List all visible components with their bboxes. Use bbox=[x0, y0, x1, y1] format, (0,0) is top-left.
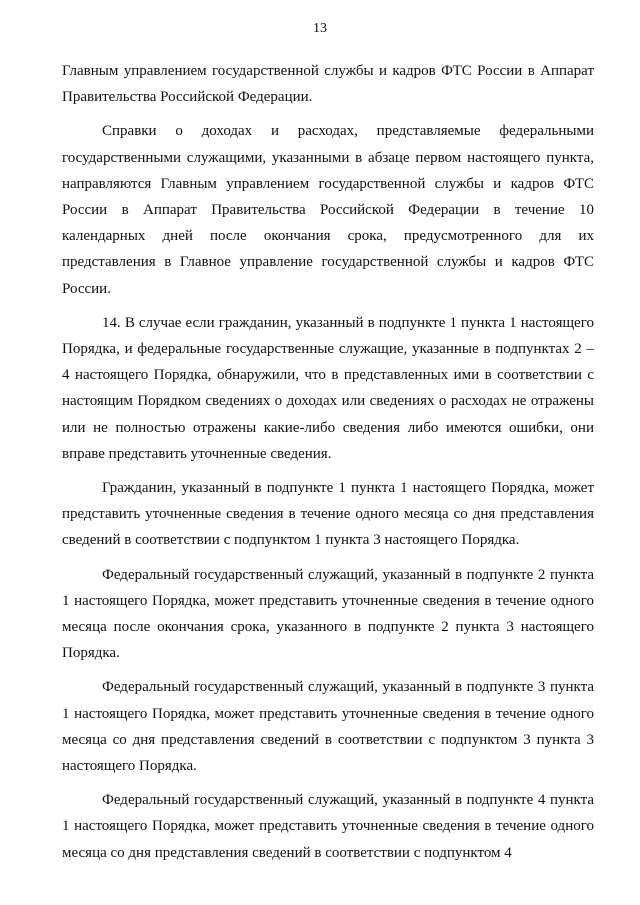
paragraph-1: Главным управлением государственной службы и кадров ФТС России в Аппарат Правительства Российской Федерации. bbox=[62, 63, 594, 106]
paragraph-5: Федеральный государственный служащий, указанный в подпункте 2 пункта 1 настоящего Порядка, может представить уточненные сведения в течение одного месяца после окончания срока, указанного в подпункте 2 пункта 3 настоящего Порядка. bbox=[62, 566, 594, 662]
paragraph-2: Справки о доходах и расходах, представляемые федеральными государственными служащими, указанными в абзаце первом настоящего пункта, направляются Главным управлением государственной службы и кадров ФТС России в Аппарат Правительства Российской Федерации в течение 10 календарных дней после окончания срока, предусмотренного для их представления в Главное управление государственной службы и кадров ФТС России. bbox=[62, 123, 594, 297]
page-number: 13 bbox=[313, 21, 327, 36]
paragraph-3: 14. В случае если гражданин, указанный в подпункте 1 пункта 1 настоящего Порядка, и федеральные государственные служащие, указанные в подпунктах 2 – 4 настоящего Порядка, обнаружили, что в представленных ими в соответствии с настоящим Порядком сведениях о доходах или сведениях о расходах не отражены или не полностью отражены какие-либо сведения либо имеются ошибки, они вправе представить уточненные сведения. bbox=[62, 314, 594, 462]
paragraph-7: Федеральный государственный служащий, указанный в подпункте 4 пункта 1 настоящего Порядка, может представить уточненные сведения в течение одного месяца со дня представления сведений в соответствии с подпунктом 4 bbox=[62, 792, 594, 861]
document-body bbox=[62, 58, 594, 866]
paragraph-4: Гражданин, указанный в подпункте 1 пункта 1 настоящего Порядка, может представить уточненные сведения в течение одного месяца со дня представления сведений в соответствии с подпунктом 1 пункта 3 настоящего Порядка. bbox=[62, 480, 594, 549]
paragraph-6: Федеральный государственный служащий, указанный в подпункте 3 пункта 1 настоящего Порядка, может представить уточненные сведения в течение одного месяца со дня представления сведений в соответствии с подпунктом 3 пункта 3 настоящего Порядка. bbox=[62, 679, 594, 775]
